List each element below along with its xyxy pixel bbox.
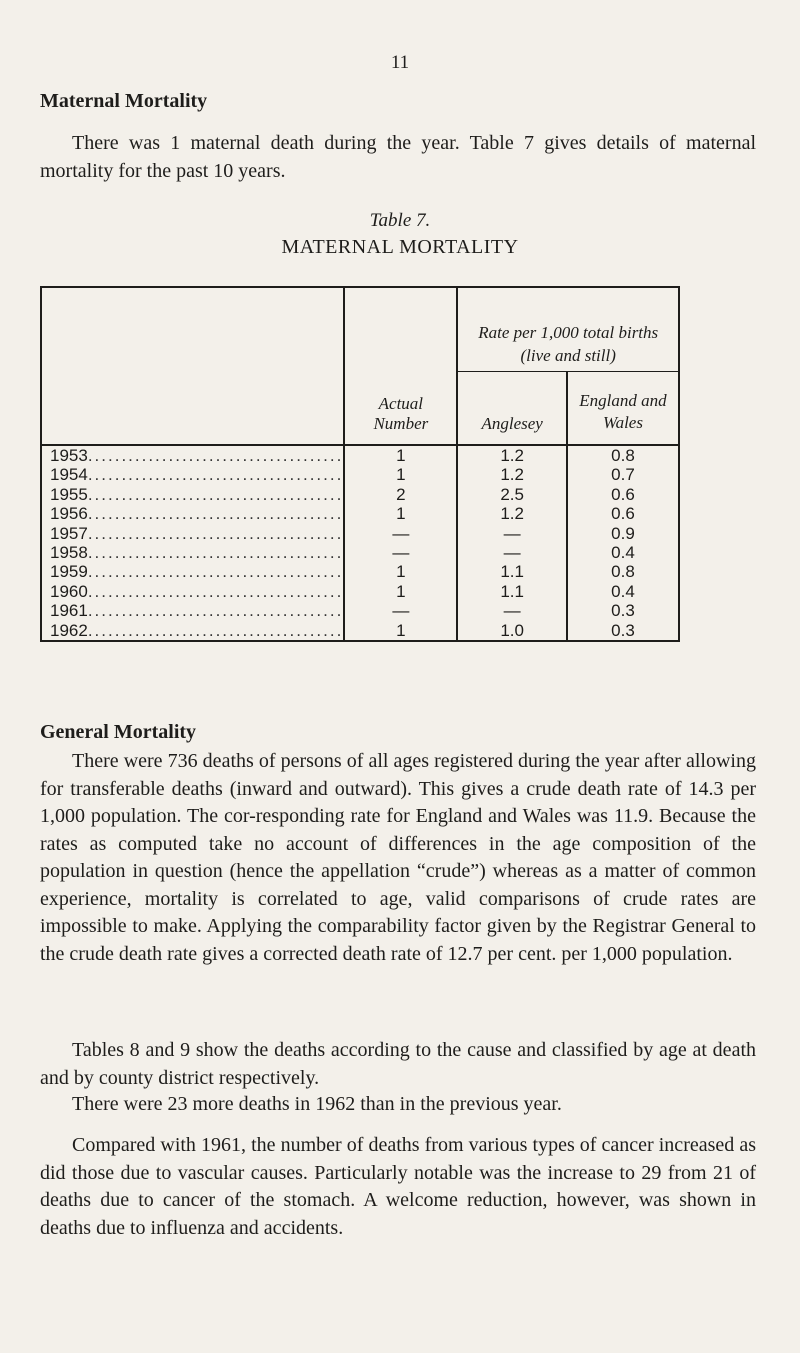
anglesey-rate-cell: 1.2: [457, 445, 567, 465]
anglesey-rate-cell: —: [457, 601, 567, 620]
england-wales-rate-cell: 0.3: [567, 621, 679, 641]
anglesey-rate-cell: 1.0: [457, 621, 567, 641]
actual-number-cell: —: [344, 601, 457, 620]
table-row: [41, 465, 679, 484]
leader-dots: ......................................: [87, 465, 344, 485]
england-wales-rate-cell: 0.8: [567, 562, 679, 581]
year-label: 1954: [50, 465, 88, 485]
leader-dots: ......................................: [87, 484, 344, 504]
actual-number-cell: 1: [344, 504, 457, 523]
table-row: [41, 543, 679, 562]
year-cell: [41, 485, 344, 504]
england-wales-header: England and Wales: [567, 371, 679, 445]
actual-number-header: Actual Number: [344, 287, 457, 445]
year-cell: [41, 562, 344, 581]
year-label: 1960: [50, 581, 88, 601]
leader-dots: ......................................: [87, 523, 344, 543]
anglesey-header: Anglesey: [457, 371, 567, 445]
actual-number-cell: 2: [344, 485, 457, 504]
table-row: [41, 504, 679, 523]
actual-number-cell: —: [344, 524, 457, 543]
england-wales-rate-cell: 0.6: [567, 504, 679, 523]
actual-number-cell: 1: [344, 582, 457, 601]
england-wales-rate-cell: 0.3: [567, 601, 679, 620]
anglesey-rate-cell: —: [457, 543, 567, 562]
actual-number-cell: —: [344, 543, 457, 562]
table-body: [41, 445, 679, 641]
actual-number-cell: 1: [344, 621, 457, 641]
anglesey-rate-cell: 1.1: [457, 562, 567, 581]
table-row: [41, 621, 679, 641]
anglesey-rate-cell: 1.2: [457, 504, 567, 523]
table-title: MATERNAL MORTALITY: [281, 236, 519, 258]
general-mortality-paragraph-3: There were 23 more deaths in 1962 than in the previous year.: [72, 1093, 562, 1115]
year-label: 1955: [50, 484, 88, 504]
england-wales-rate-cell: 0.8: [567, 445, 679, 465]
year-label: 1953: [50, 446, 88, 465]
year-label: 1961: [50, 601, 88, 621]
table-row: [41, 562, 679, 581]
england-wales-rate-cell: 0.4: [567, 582, 679, 601]
year-label: 1958: [50, 543, 88, 563]
year-cell: [41, 524, 344, 543]
maternal-mortality-paragraph: There was 1 maternal death during the year. Table 7 gives details of maternal mortality for the past 10 years.: [40, 132, 756, 182]
year-cell: [41, 504, 344, 523]
table-caption: Table 7.: [369, 210, 431, 231]
year-label: 1957: [50, 523, 88, 543]
year-label: 1956: [50, 504, 88, 524]
leader-dots: ......................................: [87, 543, 344, 563]
general-mortality-paragraph-1: There were 736 deaths of persons of all ages registered during the year after allowing for transferable deaths (inward and outward). This gives a crude death rate of 14.3 per 1,000 population. The cor-responding rate for England and Wales was 11.9. Because the rates as computed take no account of differences in the age composition of the population in question (hence the appellation “crude”) whereas as a matter of common experience, mortality is correlated to age, valid comparisons of crude rates are impossible to make. Applying the comparability factor given by the Registrar General to the crude death rate gives a corrected death rate of 12.7 per cent. per 1,000 population.: [40, 750, 756, 965]
england-wales-rate-cell: 0.9: [567, 524, 679, 543]
year-label: 1962: [50, 620, 88, 640]
leader-dots: ......................................: [87, 620, 344, 640]
table-row: [41, 601, 679, 620]
year-column-header: [41, 287, 344, 445]
table-row: [41, 445, 679, 465]
year-cell: [41, 601, 344, 620]
anglesey-rate-cell: 1.1: [457, 582, 567, 601]
table-row: [41, 485, 679, 504]
anglesey-rate-cell: 2.5: [457, 485, 567, 504]
year-cell: [41, 445, 344, 465]
england-wales-rate-cell: 0.6: [567, 485, 679, 504]
year-cell: [41, 543, 344, 562]
actual-number-cell: 1: [344, 445, 457, 465]
leader-dots: ......................................: [87, 581, 344, 601]
actual-number-cell: 1: [344, 562, 457, 581]
leader-dots: ......................................: [87, 504, 344, 524]
anglesey-rate-cell: 1.2: [457, 465, 567, 484]
leader-dots: ......................................: [87, 601, 344, 621]
leader-dots: ......................................: [87, 446, 344, 465]
general-mortality-paragraph-4: Compared with 1961, the number of deaths from various types of cancer increased as did those due to vascular causes. Particularly notable was the increase to 29 from 21 of deaths due to cancer of the stomach. A welcome reduction, however, was shown in deaths due to influenza and accidents.: [40, 1134, 756, 1239]
general-mortality-paragraph-2: Tables 8 and 9 show the deaths according to the cause and classified by age at death and by county district respectively.: [40, 1039, 756, 1089]
year-label: 1959: [50, 562, 88, 582]
maternal-mortality-heading: Maternal Mortality: [40, 90, 208, 112]
year-cell: [41, 621, 344, 641]
rate-group-header: Rate per 1,000 total births (live and still): [457, 287, 679, 371]
actual-number-cell: 1: [344, 465, 457, 484]
general-mortality-heading: General Mortality: [40, 721, 197, 743]
england-wales-rate-cell: 0.4: [567, 543, 679, 562]
anglesey-rate-cell: —: [457, 524, 567, 543]
maternal-mortality-table: [40, 286, 680, 642]
year-cell: [41, 582, 344, 601]
england-wales-rate-cell: 0.7: [567, 465, 679, 484]
table-row: [41, 524, 679, 543]
leader-dots: ......................................: [87, 562, 344, 582]
year-cell: [41, 465, 344, 484]
table-row: [41, 582, 679, 601]
page-number: 11: [390, 52, 410, 73]
